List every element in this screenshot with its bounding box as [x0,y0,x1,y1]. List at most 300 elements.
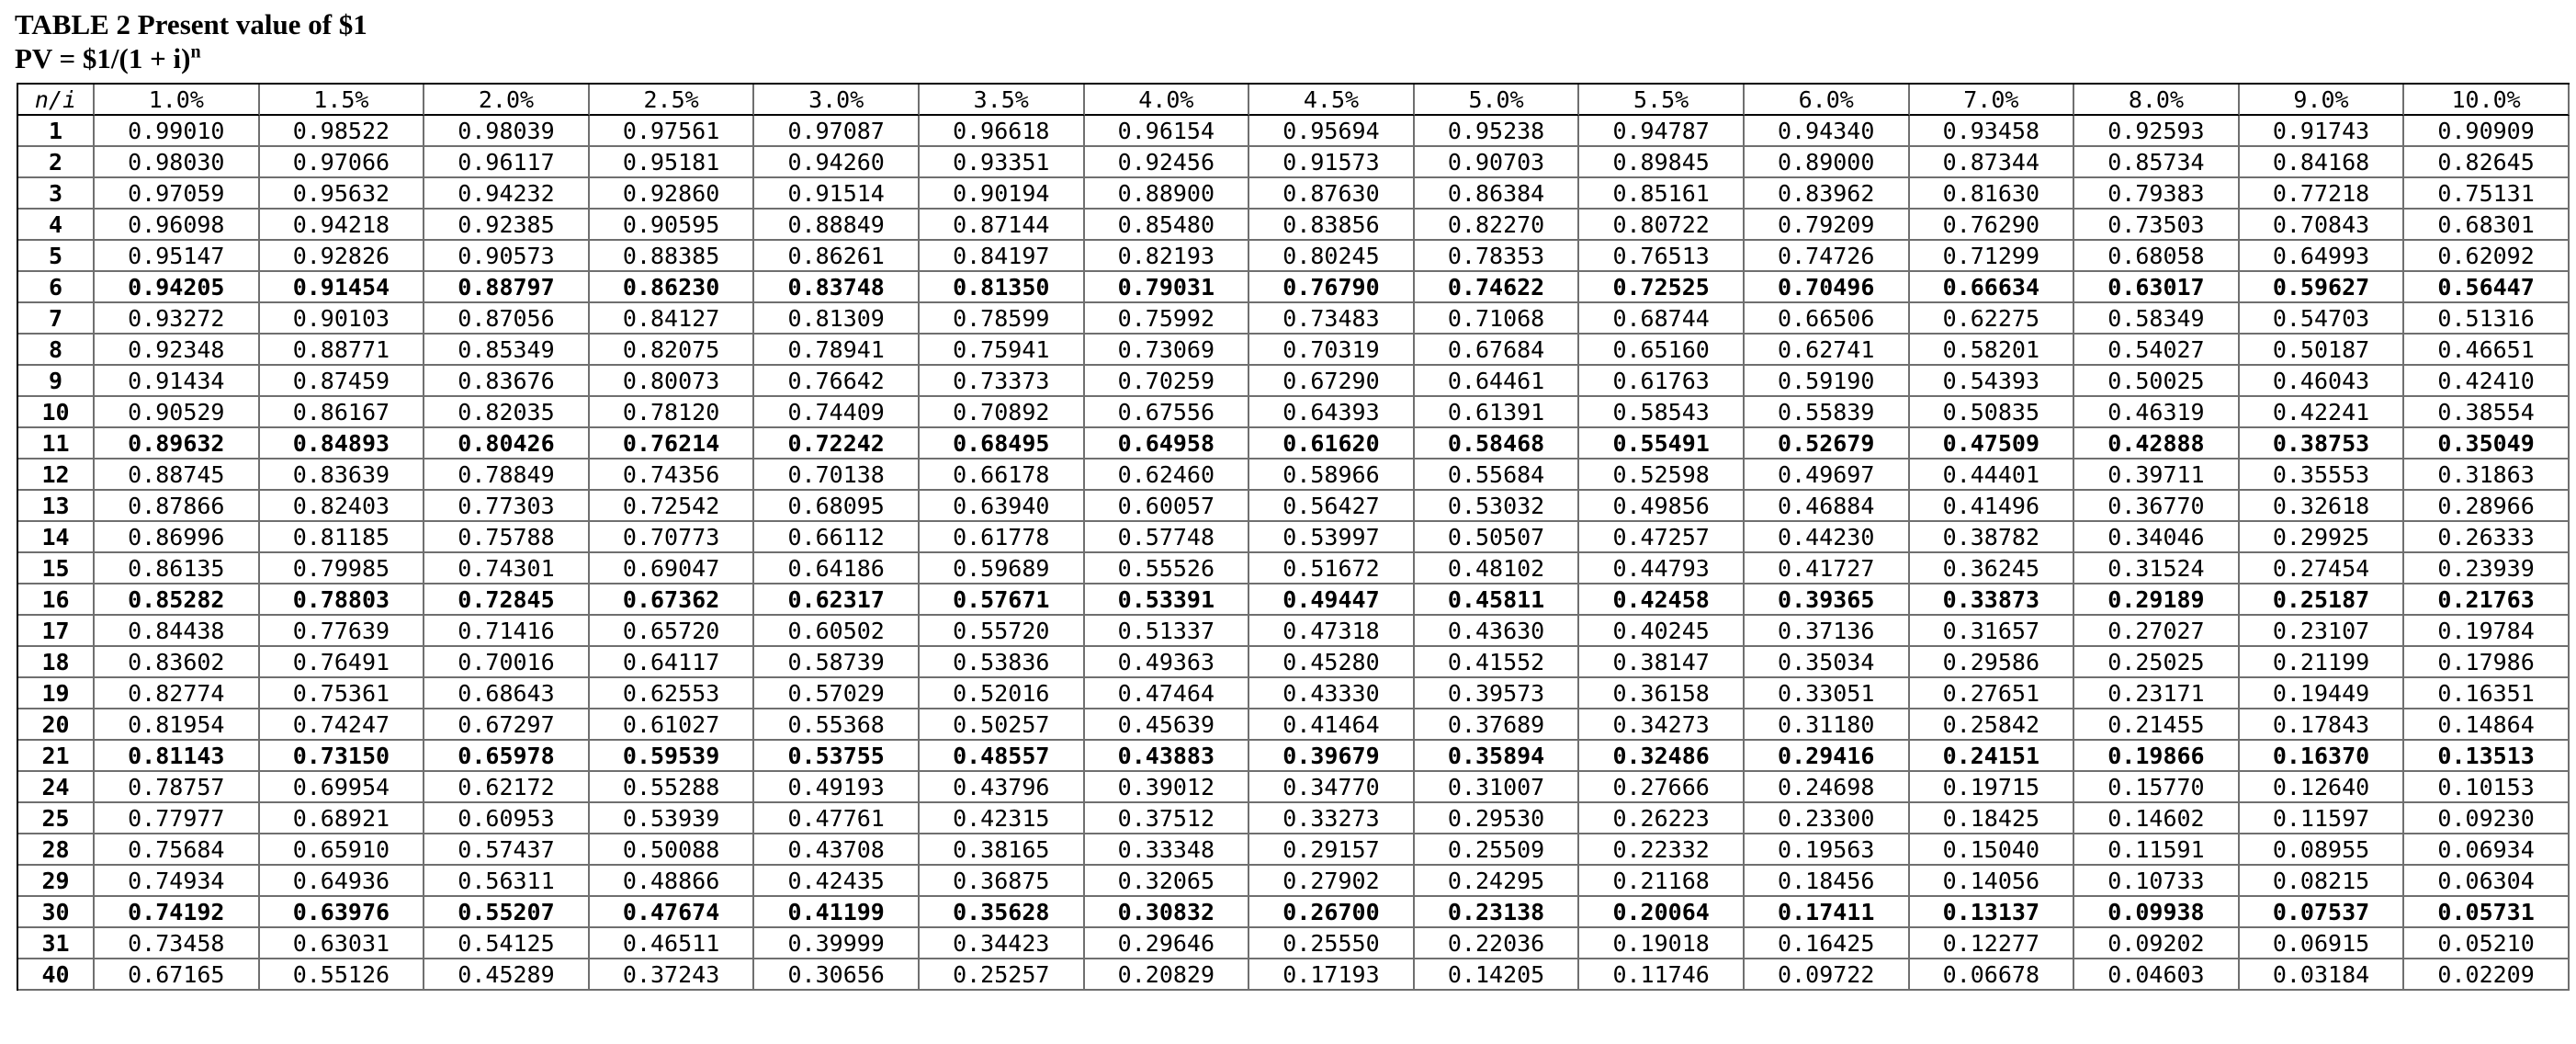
value-cell: 0.83856 [1249,210,1415,241]
value-cell: 0.75788 [424,522,590,553]
value-cell: 0.31863 [2404,460,2570,491]
rate-header: 9.0% [2240,85,2405,116]
rate-header: 3.0% [754,85,920,116]
period-cell: 7 [18,303,95,335]
value-cell: 0.80426 [424,428,590,460]
value-cell: 0.61027 [590,709,755,741]
value-cell: 0.88745 [95,460,260,491]
value-cell: 0.90703 [1415,147,1580,178]
value-cell: 0.79209 [1745,210,1910,241]
value-cell: 0.83748 [754,272,920,303]
value-cell: 0.30656 [754,959,920,991]
value-cell: 0.47509 [1910,428,2075,460]
value-cell: 0.09938 [2074,897,2240,928]
value-cell: 0.24151 [1910,741,2075,772]
value-cell: 0.68301 [2404,210,2570,241]
table-title: TABLE 2 Present value of $1 [15,8,367,40]
value-cell: 0.28966 [2404,491,2570,522]
value-cell: 0.43796 [920,772,1085,803]
value-cell: 0.59689 [920,553,1085,584]
value-cell: 0.71299 [1910,241,2075,272]
value-cell: 0.70773 [590,522,755,553]
value-cell: 0.74247 [260,709,425,741]
value-cell: 0.70843 [2240,210,2405,241]
value-cell: 0.37136 [1745,616,1910,647]
period-cell: 2 [18,147,95,178]
value-cell: 0.76790 [1249,272,1415,303]
value-cell: 0.25842 [1910,709,2075,741]
value-cell: 0.25257 [920,959,1085,991]
value-cell: 0.58739 [754,647,920,678]
period-cell: 12 [18,460,95,491]
value-cell: 0.55839 [1745,397,1910,428]
value-cell: 0.22036 [1415,928,1580,959]
value-cell: 0.56427 [1249,491,1415,522]
value-cell: 0.85282 [95,584,260,616]
value-cell: 0.65978 [424,741,590,772]
value-cell: 0.65720 [590,616,755,647]
value-cell: 0.73503 [2074,210,2240,241]
period-cell: 19 [18,678,95,709]
period-cell: 15 [18,553,95,584]
table-row [18,460,2570,491]
value-cell: 0.85734 [2074,147,2240,178]
value-cell: 0.34423 [920,928,1085,959]
value-cell: 0.26700 [1249,897,1415,928]
value-cell: 0.27666 [1579,772,1745,803]
value-cell: 0.16351 [2404,678,2570,709]
value-cell: 0.62741 [1745,335,1910,366]
value-cell: 0.90194 [920,178,1085,210]
value-cell: 0.78599 [920,303,1085,335]
table-row [18,709,2570,741]
value-cell: 0.88771 [260,335,425,366]
value-cell: 0.70319 [1249,335,1415,366]
table-row [18,616,2570,647]
value-cell: 0.43330 [1249,678,1415,709]
value-cell: 0.83676 [424,366,590,397]
value-cell: 0.35894 [1415,741,1580,772]
value-cell: 0.19563 [1745,834,1910,866]
value-cell: 0.92860 [590,178,755,210]
value-cell: 0.29586 [1910,647,2075,678]
value-cell: 0.55368 [754,709,920,741]
rate-header: 4.0% [1085,85,1250,116]
value-cell: 0.53032 [1415,491,1580,522]
period-cell: 1 [18,116,95,147]
value-cell: 0.52679 [1745,428,1910,460]
value-cell: 0.64993 [2240,241,2405,272]
value-cell: 0.14864 [2404,709,2570,741]
value-cell: 0.70496 [1745,272,1910,303]
value-cell: 0.84893 [260,428,425,460]
value-cell: 0.73483 [1249,303,1415,335]
value-cell: 0.45811 [1415,584,1580,616]
value-cell: 0.29925 [2240,522,2405,553]
value-cell: 0.68495 [920,428,1085,460]
value-cell: 0.81309 [754,303,920,335]
value-cell: 0.31657 [1910,616,2075,647]
value-cell: 0.89632 [95,428,260,460]
value-cell: 0.34770 [1249,772,1415,803]
value-cell: 0.45639 [1085,709,1250,741]
value-cell: 0.64117 [590,647,755,678]
value-cell: 0.68058 [2074,241,2240,272]
value-cell: 0.20064 [1579,897,1745,928]
table-row [18,116,2570,147]
value-cell: 0.60502 [754,616,920,647]
value-cell: 0.79031 [1085,272,1250,303]
value-cell: 0.37243 [590,959,755,991]
value-cell: 0.78803 [260,584,425,616]
value-cell: 0.92456 [1085,147,1250,178]
value-cell: 0.23138 [1415,897,1580,928]
value-cell: 0.09202 [2074,928,2240,959]
value-cell: 0.47464 [1085,678,1250,709]
value-cell: 0.81143 [95,741,260,772]
value-cell: 0.75992 [1085,303,1250,335]
value-cell: 0.58966 [1249,460,1415,491]
value-cell: 0.50088 [590,834,755,866]
value-cell: 0.71068 [1415,303,1580,335]
value-cell: 0.58201 [1910,335,2075,366]
period-cell: 30 [18,897,95,928]
table-row [18,210,2570,241]
value-cell: 0.21455 [2074,709,2240,741]
value-cell: 0.50257 [920,709,1085,741]
table-row [18,772,2570,803]
value-cell: 0.29416 [1745,741,1910,772]
value-cell: 0.56447 [2404,272,2570,303]
period-cell: 6 [18,272,95,303]
table-body [18,116,2570,991]
value-cell: 0.35049 [2404,428,2570,460]
value-cell: 0.63017 [2074,272,2240,303]
value-cell: 0.21168 [1579,866,1745,897]
value-cell: 0.03184 [2240,959,2405,991]
value-cell: 0.05731 [2404,897,2570,928]
period-cell: 13 [18,491,95,522]
value-cell: 0.74409 [754,397,920,428]
value-cell: 0.08955 [2240,834,2405,866]
value-cell: 0.89845 [1579,147,1745,178]
value-cell: 0.23171 [2074,678,2240,709]
value-cell: 0.41464 [1249,709,1415,741]
value-cell: 0.12277 [1910,928,2075,959]
value-cell: 0.36158 [1579,678,1745,709]
value-cell: 0.59539 [590,741,755,772]
value-cell: 0.40245 [1579,616,1745,647]
rate-header: 5.5% [1579,85,1745,116]
value-cell: 0.78849 [424,460,590,491]
value-cell: 0.29189 [2074,584,2240,616]
value-cell: 0.68095 [754,491,920,522]
value-cell: 0.25509 [1415,834,1580,866]
value-cell: 0.29530 [1415,803,1580,834]
value-cell: 0.22332 [1579,834,1745,866]
value-cell: 0.70016 [424,647,590,678]
value-cell: 0.74301 [424,553,590,584]
value-cell: 0.92385 [424,210,590,241]
value-cell: 0.71416 [424,616,590,647]
rate-header: 5.0% [1415,85,1580,116]
value-cell: 0.18456 [1745,866,1910,897]
value-cell: 0.78120 [590,397,755,428]
value-cell: 0.76513 [1579,241,1745,272]
value-cell: 0.81185 [260,522,425,553]
value-cell: 0.25550 [1249,928,1415,959]
value-cell: 0.79985 [260,553,425,584]
value-cell: 0.81954 [95,709,260,741]
period-cell: 5 [18,241,95,272]
value-cell: 0.58468 [1415,428,1580,460]
value-cell: 0.94205 [95,272,260,303]
value-cell: 0.06678 [1910,959,2075,991]
period-cell: 9 [18,366,95,397]
value-cell: 0.46319 [2074,397,2240,428]
value-cell: 0.38165 [920,834,1085,866]
value-cell: 0.82774 [95,678,260,709]
value-cell: 0.62460 [1085,460,1250,491]
value-cell: 0.12640 [2240,772,2405,803]
value-cell: 0.66178 [920,460,1085,491]
value-cell: 0.94340 [1745,116,1910,147]
value-cell: 0.73150 [260,741,425,772]
value-cell: 0.84438 [95,616,260,647]
value-cell: 0.38753 [2240,428,2405,460]
value-cell: 0.88797 [424,272,590,303]
value-cell: 0.67684 [1415,335,1580,366]
value-cell: 0.43883 [1085,741,1250,772]
value-cell: 0.55684 [1415,460,1580,491]
table-row [18,897,2570,928]
value-cell: 0.62553 [590,678,755,709]
value-cell: 0.77218 [2240,178,2405,210]
value-cell: 0.42410 [2404,366,2570,397]
value-cell: 0.18425 [1910,803,2075,834]
value-cell: 0.33348 [1085,834,1250,866]
value-cell: 0.55126 [260,959,425,991]
document-header [15,7,367,75]
value-cell: 0.45280 [1249,647,1415,678]
value-cell: 0.91514 [754,178,920,210]
table-row [18,834,2570,866]
value-cell: 0.53939 [590,803,755,834]
value-cell: 0.46043 [2240,366,2405,397]
period-cell: 40 [18,959,95,991]
value-cell: 0.52016 [920,678,1085,709]
value-cell: 0.59190 [1745,366,1910,397]
value-cell: 0.44401 [1910,460,2075,491]
value-cell: 0.13513 [2404,741,2570,772]
value-cell: 0.82193 [1085,241,1250,272]
value-cell: 0.54393 [1910,366,2075,397]
value-cell: 0.84197 [920,241,1085,272]
period-cell: 3 [18,178,95,210]
value-cell: 0.21763 [2404,584,2570,616]
value-cell: 0.97059 [95,178,260,210]
value-cell: 0.32486 [1579,741,1745,772]
value-cell: 0.75361 [260,678,425,709]
value-cell: 0.52598 [1579,460,1745,491]
rate-header: 8.0% [2074,85,2240,116]
value-cell: 0.25025 [2074,647,2240,678]
value-cell: 0.78757 [95,772,260,803]
table-row [18,959,2570,991]
value-cell: 0.37689 [1415,709,1580,741]
table-row [18,335,2570,366]
value-cell: 0.57029 [754,678,920,709]
value-cell: 0.26333 [2404,522,2570,553]
value-cell: 0.49193 [754,772,920,803]
table-row [18,397,2570,428]
value-cell: 0.14056 [1910,866,2075,897]
value-cell: 0.90573 [424,241,590,272]
period-cell: 28 [18,834,95,866]
value-cell: 0.62317 [754,584,920,616]
value-cell: 0.19715 [1910,772,2075,803]
value-cell: 0.82035 [424,397,590,428]
value-cell: 0.74934 [95,866,260,897]
value-cell: 0.62275 [1910,303,2075,335]
period-cell: 14 [18,522,95,553]
value-cell: 0.92826 [260,241,425,272]
table-formula [15,41,367,75]
table-row [18,428,2570,460]
value-cell: 0.77639 [260,616,425,647]
value-cell: 0.51672 [1249,553,1415,584]
value-cell: 0.92348 [95,335,260,366]
value-cell: 0.45289 [424,959,590,991]
value-cell: 0.98039 [424,116,590,147]
value-cell: 0.46651 [2404,335,2570,366]
value-cell: 0.74356 [590,460,755,491]
rate-header: 2.0% [424,85,590,116]
table-row [18,522,2570,553]
value-cell: 0.87144 [920,210,1085,241]
value-cell: 0.64958 [1085,428,1250,460]
table-row [18,241,2570,272]
value-cell: 0.41552 [1415,647,1580,678]
value-cell: 0.29157 [1249,834,1415,866]
value-cell: 0.73373 [920,366,1085,397]
value-cell: 0.30832 [1085,897,1250,928]
value-cell: 0.73458 [95,928,260,959]
value-cell: 0.84168 [2240,147,2405,178]
value-cell: 0.85480 [1085,210,1250,241]
value-cell: 0.49856 [1579,491,1745,522]
value-cell: 0.88385 [590,241,755,272]
value-cell: 0.23939 [2404,553,2570,584]
value-cell: 0.80722 [1579,210,1745,241]
value-cell: 0.98522 [260,116,425,147]
value-cell: 0.98030 [95,147,260,178]
value-cell: 0.55526 [1085,553,1250,584]
value-cell: 0.53391 [1085,584,1250,616]
value-cell: 0.38147 [1579,647,1745,678]
value-cell: 0.61391 [1415,397,1580,428]
value-cell: 0.35034 [1745,647,1910,678]
value-cell: 0.10733 [2074,866,2240,897]
value-cell: 0.69954 [260,772,425,803]
value-cell: 0.43630 [1415,616,1580,647]
value-cell: 0.67297 [424,709,590,741]
value-cell: 0.50025 [2074,366,2240,397]
value-cell: 0.33873 [1910,584,2075,616]
value-cell: 0.70138 [754,460,920,491]
value-cell: 0.95238 [1415,116,1580,147]
value-cell: 0.41727 [1745,553,1910,584]
value-cell: 0.21199 [2240,647,2405,678]
value-cell: 0.32618 [2240,491,2405,522]
value-cell: 0.92593 [2074,116,2240,147]
period-cell: 8 [18,335,95,366]
value-cell: 0.86167 [260,397,425,428]
value-cell: 0.63976 [260,897,425,928]
value-cell: 0.31180 [1745,709,1910,741]
period-cell: 24 [18,772,95,803]
value-cell: 0.82075 [590,335,755,366]
value-cell: 0.19784 [2404,616,2570,647]
value-cell: 0.65160 [1579,335,1745,366]
value-cell: 0.91454 [260,272,425,303]
value-cell: 0.14205 [1415,959,1580,991]
value-cell: 0.86996 [95,522,260,553]
period-cell: 31 [18,928,95,959]
value-cell: 0.51337 [1085,616,1250,647]
value-cell: 0.48557 [920,741,1085,772]
value-cell: 0.29646 [1085,928,1250,959]
rate-header: 3.5% [920,85,1085,116]
formula-exponent: n [190,41,201,62]
value-cell: 0.50507 [1415,522,1580,553]
period-cell: 11 [18,428,95,460]
value-cell: 0.86135 [95,553,260,584]
value-cell: 0.87344 [1910,147,2075,178]
value-cell: 0.36875 [920,866,1085,897]
value-cell: 0.50835 [1910,397,2075,428]
value-cell: 0.58349 [2074,303,2240,335]
value-cell: 0.39573 [1415,678,1580,709]
value-cell: 0.97087 [754,116,920,147]
value-cell: 0.61763 [1579,366,1745,397]
value-cell: 0.95147 [95,241,260,272]
value-cell: 0.59627 [2240,272,2405,303]
table-row [18,741,2570,772]
value-cell: 0.72525 [1579,272,1745,303]
value-cell: 0.42435 [754,866,920,897]
value-cell: 0.97066 [260,147,425,178]
value-cell: 0.93351 [920,147,1085,178]
value-cell: 0.94232 [424,178,590,210]
period-cell: 16 [18,584,95,616]
value-cell: 0.47318 [1249,616,1415,647]
value-cell: 0.89000 [1745,147,1910,178]
value-cell: 0.42241 [2240,397,2405,428]
value-cell: 0.64186 [754,553,920,584]
value-cell: 0.49363 [1085,647,1250,678]
value-cell: 0.74192 [95,897,260,928]
value-cell: 0.39012 [1085,772,1250,803]
value-cell: 0.57748 [1085,522,1250,553]
value-cell: 0.77303 [424,491,590,522]
value-cell: 0.87459 [260,366,425,397]
value-cell: 0.76642 [754,366,920,397]
value-cell: 0.95694 [1249,116,1415,147]
value-cell: 0.47674 [590,897,755,928]
rate-header: 7.0% [1910,85,2075,116]
value-cell: 0.17411 [1745,897,1910,928]
